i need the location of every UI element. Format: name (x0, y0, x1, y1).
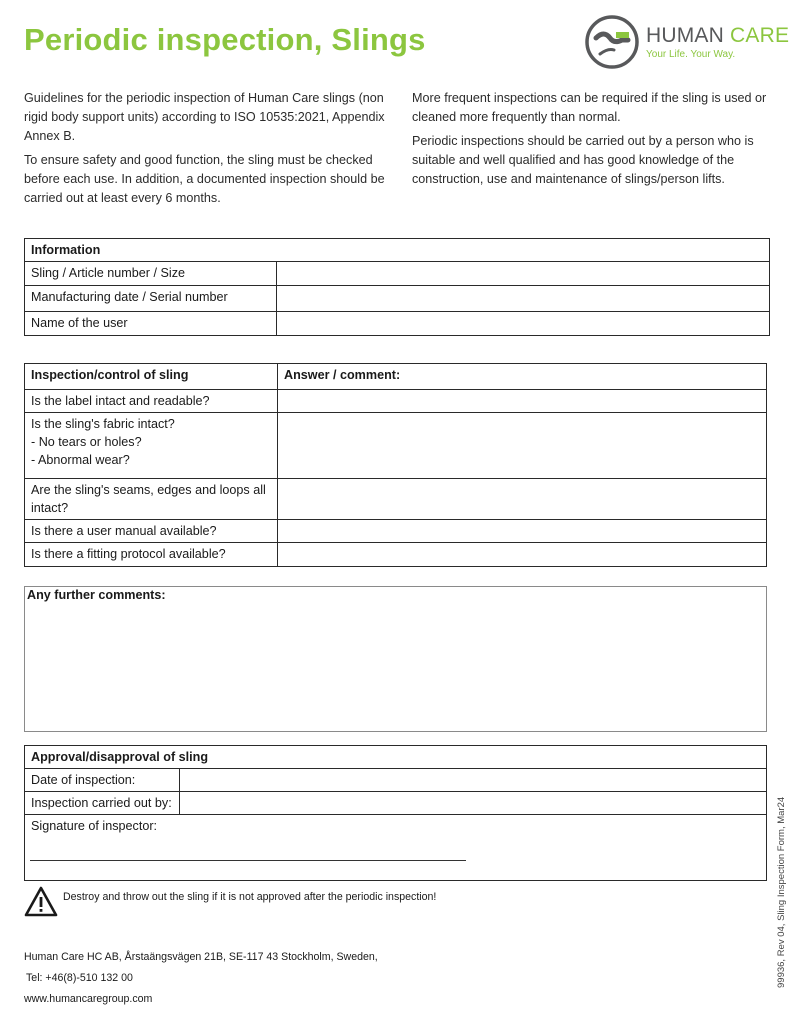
info-label-user: Name of the user (25, 312, 277, 336)
question-line: - No tears or holes? (31, 435, 142, 449)
answer-field[interactable] (278, 543, 767, 567)
date-field[interactable] (180, 769, 767, 792)
information-table (24, 238, 770, 336)
logo-brand-primary: HUMAN (646, 24, 724, 47)
question-label: Is the label intact and readable? (25, 390, 278, 413)
footer-address: Human Care HC AB, Årstaängsvägen 21B, SE-117 43 Stockholm, Sweden, (24, 951, 378, 963)
intro-paragraph: Periodic inspections should be carried out by a person who is suitable and well qualified and has good knowledge of the construction, use and maintenance of slings/person lifts. (412, 134, 754, 186)
question-label (25, 413, 278, 479)
information-heading: Information (25, 239, 770, 262)
signature-line[interactable] (30, 860, 466, 861)
logo-wordmark (646, 24, 789, 48)
footer-website[interactable]: www.humancaregroup.com (24, 993, 153, 1005)
signature-label: Signature of inspector: (25, 815, 767, 881)
inspector-field[interactable] (180, 792, 767, 815)
intro-right-column (412, 89, 772, 194)
question-label: Is there a user manual available? (25, 520, 278, 543)
footer (24, 947, 378, 1010)
intro-left-column (24, 89, 390, 213)
inspector-label: Inspection carried out by: (25, 792, 180, 815)
inspection-heading: Inspection/control of sling (25, 364, 278, 390)
info-field-manufacturing[interactable] (277, 286, 770, 312)
document-reference: 99936, Rev 04, Sling Inspection Form, Mar24 (776, 796, 787, 988)
info-label-article: Sling / Article number / Size (25, 262, 277, 286)
page-title: Periodic inspection, Slings (24, 22, 426, 57)
answer-field[interactable] (278, 479, 767, 520)
logo-tagline: Your Life. Your Way. (646, 49, 736, 60)
human-care-logo-icon (584, 14, 640, 70)
logo (584, 14, 790, 72)
further-comments-label: Any further comments: (27, 588, 166, 602)
info-label-manufacturing: Manufacturing date / Serial number (25, 286, 277, 312)
warning-icon (24, 886, 58, 918)
approval-heading: Approval/disapproval of sling (25, 746, 767, 769)
footer-phone: Tel: +46(8)-510 132 00 (26, 972, 133, 984)
info-field-article[interactable] (277, 262, 770, 286)
answer-field[interactable] (278, 390, 767, 413)
answer-heading: Answer / comment: (278, 364, 767, 390)
intro-paragraph: To ensure safety and good function, the sling must be checked before each use. In addition, a documented inspection should be carried out at least every 6 months. (24, 153, 385, 205)
question-label: Is there a fitting protocol available? (25, 543, 278, 567)
date-label: Date of inspection: (25, 769, 180, 792)
logo-brand-accent: CARE (730, 24, 790, 47)
question-line: - Abnormal wear? (31, 453, 130, 467)
answer-field[interactable] (278, 413, 767, 479)
warning-text: Destroy and throw out the sling if it is not approved after the periodic inspection! (63, 891, 437, 903)
intro-paragraph: More frequent inspections can be required if the sling is used or cleaned more frequently than normal. (412, 91, 767, 124)
inspection-table (24, 363, 767, 567)
further-comments-field[interactable] (24, 586, 767, 732)
intro-paragraph: Guidelines for the periodic inspection of Human Care slings (non rigid body support units) according to ISO 10535:2021, Appendix Annex B. (24, 91, 385, 143)
answer-field[interactable] (278, 520, 767, 543)
question-line: Is the sling's fabric intact? (31, 417, 175, 431)
info-field-user[interactable] (277, 312, 770, 336)
question-label: Are the sling's seams, edges and loops all intact? (25, 479, 278, 520)
